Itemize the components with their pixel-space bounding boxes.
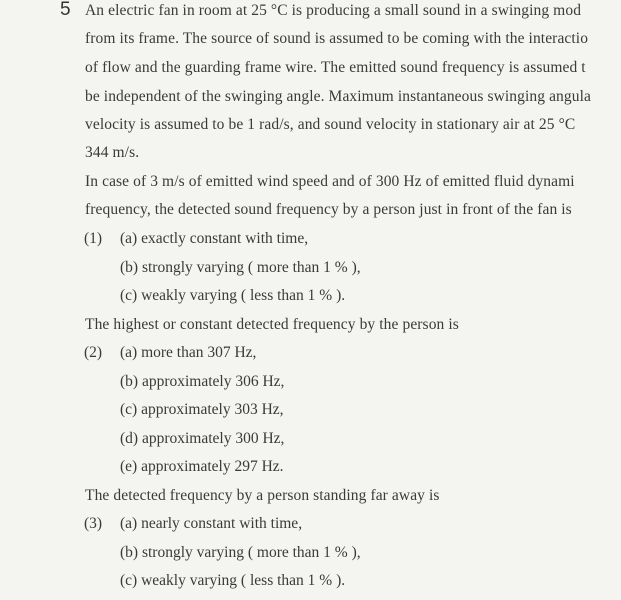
q2-option-a: (a) more than 307 Hz, bbox=[120, 344, 257, 361]
q1-option-b: (b) strongly varying ( more than 1 % ), bbox=[120, 259, 361, 276]
subquestion-3-label: (3) bbox=[84, 515, 103, 532]
para1-line-1: An electric fan in room at 25 °C is producing a small sound in a swinging mod bbox=[85, 2, 582, 19]
q1-option-a: (a) exactly constant with time, bbox=[120, 230, 309, 247]
para1-line-2: from its frame. The source of sound is assumed to be coming with the interactio bbox=[85, 30, 589, 47]
question-number: 5 bbox=[60, 0, 71, 20]
q3-option-c: (c) weakly varying ( less than 1 % ). bbox=[120, 572, 346, 589]
q3-option-b: (b) strongly varying ( more than 1 % ), bbox=[120, 544, 361, 561]
para1-line-3: of flow and the guarding frame wire. The emitted sound frequency is assumed t bbox=[85, 59, 586, 76]
q2-option-b: (b) approximately 306 Hz, bbox=[120, 373, 285, 390]
q2-option-c: (c) approximately 303 Hz, bbox=[120, 401, 284, 418]
q3-option-a: (a) nearly constant with time, bbox=[120, 515, 303, 532]
para2-line-1: In case of 3 m/s of emitted wind speed and of 300 Hz of emitted fluid dynami bbox=[85, 173, 575, 190]
subquestion-1-label: (1) bbox=[84, 230, 103, 247]
para1-line-4: be independent of the swinging angle. Maximum instantaneous swinging angula bbox=[85, 88, 591, 105]
subquestion-2-label: (2) bbox=[84, 344, 103, 361]
para1-line-6: 344 m/s. bbox=[85, 144, 140, 161]
para1-line-5: velocity is assumed to be 1 rad/s, and sound velocity in stationary air at 25 °C bbox=[85, 116, 576, 133]
q3-intro: The detected frequency by a person standing far away is bbox=[85, 487, 440, 504]
q1-option-c: (c) weakly varying ( less than 1 % ). bbox=[120, 287, 346, 304]
q2-option-e: (e) approximately 297 Hz. bbox=[120, 458, 284, 475]
q2-intro: The highest or constant detected frequency by the person is bbox=[85, 316, 459, 333]
q2-option-d: (d) approximately 300 Hz, bbox=[120, 430, 285, 447]
para2-line-2: frequency, the detected sound frequency by a person just in front of the fan is bbox=[85, 201, 572, 218]
